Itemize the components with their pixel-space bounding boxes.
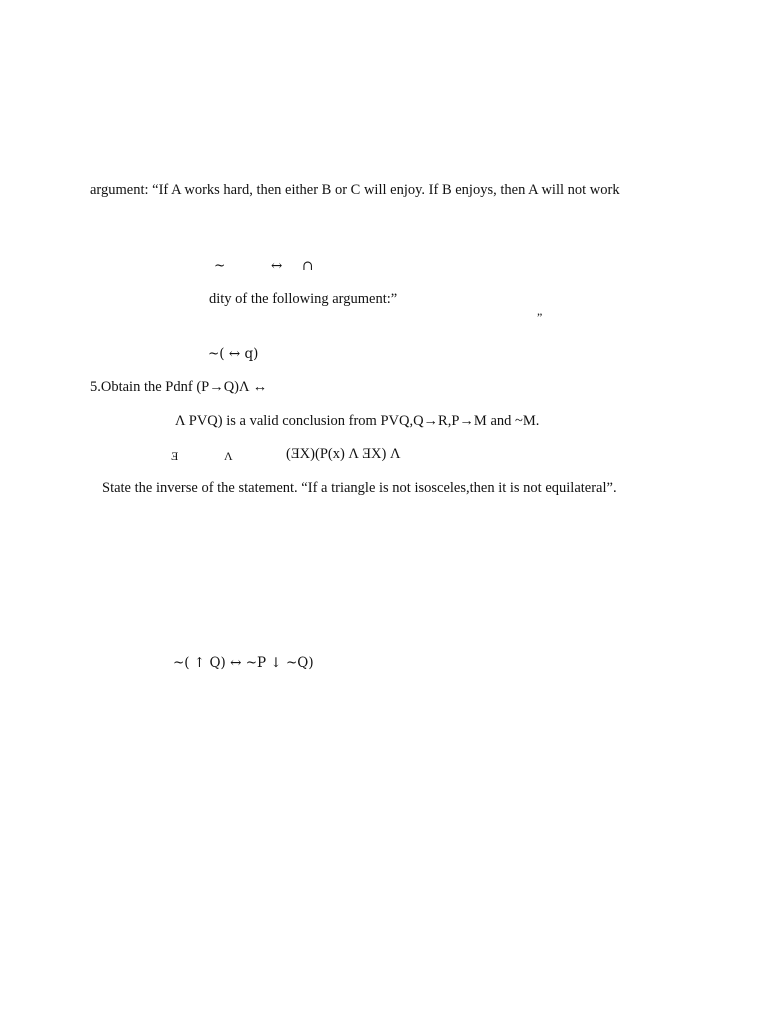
tilde-symbol: ~ (214, 258, 226, 274)
validity-argument-text: dity of the following argument:” (209, 291, 398, 307)
quantifier-formula: (ƎX)(P(x) Λ ƎX) Λ (286, 446, 401, 462)
nand-nor-formula: ~( ↑ Q) ↔ ~P ↓ ~Q) (173, 655, 314, 671)
closing-quote-mark: ” (537, 310, 543, 324)
valid-conclusion-text: Λ PVQ) is a valid conclusion from PVQ,Q→R,P→M and ~M. (175, 413, 540, 429)
negated-biconditional-formula: ~( ↔ q) (208, 346, 259, 362)
question-5-pdnf: 5.Obtain the Pdnf (P→Q)Λ ↔ (90, 379, 268, 395)
intersection-symbol: ∩ (302, 258, 314, 274)
and-symbol: Λ (224, 449, 233, 463)
biconditional-symbol: ↔ (271, 258, 283, 274)
argument-text-line: argument: “If A works hard, then either B or C will enjoy. If B enjoys, then A will not work (90, 182, 620, 198)
inverse-statement-question: State the inverse of the statement. “If a triangle is not isosceles,then it is not equilateral”. (102, 480, 617, 496)
exists-symbol: Ǝ (171, 449, 179, 463)
